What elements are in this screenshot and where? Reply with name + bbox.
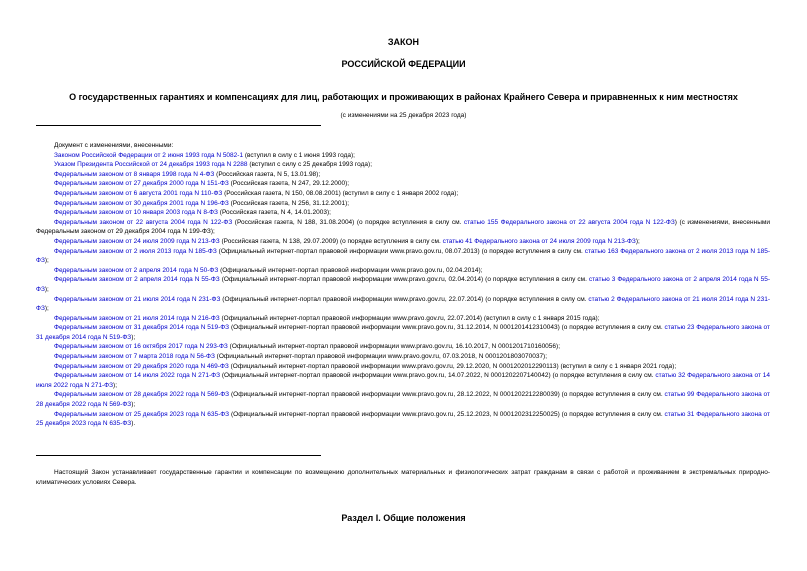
- amendment-article-link[interactable]: статью 2 Федерального закона от 21 июля 2014 года N 231-ФЗ: [36, 295, 771, 313]
- amendment-item: [36, 189, 770, 199]
- amendment-tail-text: );: [44, 257, 49, 265]
- amendment-article-link[interactable]: статью 41 Федерального закона от 24 июля 2009 года N 213-ФЗ: [442, 237, 636, 245]
- doc-country-title: РОССИЙСКОЙ ФЕДЕРАЦИИ: [341, 59, 466, 69]
- amendment-item: [36, 199, 770, 209]
- amendment-tail-text: );: [113, 381, 118, 389]
- amendment-item: [36, 295, 770, 314]
- amendment-source-text: (Официальный интернет-портал правовой информации www.pravo.gov.ru, 28.12.2022, N 0001202212280039) (о порядке вступления в силу см.: [229, 391, 665, 399]
- amendment-law-link[interactable]: Федеральным законом от 8 января 1998 года N 4-ФЗ: [54, 170, 215, 178]
- amendment-source-text: (Российская газета, N 256, 31.12.2001);: [228, 199, 350, 207]
- amendment-tail-text: ) (с изменениями, внесенными Федеральным законом от 29 декабря 2004 года N 199-ФЗ);: [36, 218, 770, 236]
- amendment-source-text: (Российская газета, N 188, 31.08.2004) (о порядке вступления в силу см.: [232, 218, 464, 226]
- amendment-source-text: (вступил в силу с 1 июня 1993 года);: [243, 151, 355, 159]
- amendment-item: [36, 218, 770, 237]
- doc-type-title: ЗАКОН: [387, 37, 420, 47]
- amendment-item: [36, 314, 770, 324]
- amendment-source-text: (Официальный интернет-портал правовой информации www.pravo.gov.ru, 16.10.2017, N 0001201710160056);: [227, 343, 560, 351]
- amendment-item: [36, 266, 770, 276]
- edition-note: (с изменениями на 25 декабря 2023 года): [340, 112, 467, 119]
- amendment-source-text: (Российская газета, N 150, 08.08.2001) (вступил в силу с 1 января 2002 года);: [222, 189, 459, 197]
- amendment-source-text: (Официальный интернет-портал правовой информации www.pravo.gov.ru, 14.07.2022, N 0001202207140042) (о порядке вступления в силу см.: [220, 372, 656, 380]
- amendment-item: [36, 247, 770, 266]
- amendment-tail-text: );: [44, 305, 49, 313]
- amendment-article-link[interactable]: статью 99 Федерального закона от 28 декабря 2022 года N 569-ФЗ: [36, 391, 770, 409]
- preamble-paragraph: Настоящий Закон устанавливает государственные гарантии и компенсации по возмещению дополнительных материальных и физиологических затрат гражданам в связи с работой и проживанием в экстремальных природно-климатических условиях Севера.: [36, 469, 770, 486]
- amendment-law-link[interactable]: Федеральным законом от 16 октября 2017 года N 293-ФЗ: [54, 343, 228, 351]
- amendment-item: [36, 160, 770, 170]
- amendment-tail-text: );: [131, 333, 136, 341]
- amendment-source-text: (Российская газета, N 247, 29.12.2000);: [228, 180, 350, 188]
- amendment-source-text: (Официальный интернет-портал правовой информации www.pravo.gov.ru, 25.12.2023, N 0001202312250025) (о порядке вступления в силу см.: [229, 410, 665, 418]
- amendment-law-link[interactable]: Законом Российской Федерации от 2 июня 1993 года N 5082-1: [54, 151, 244, 159]
- amendment-law-link[interactable]: Федеральным законом от 14 июля 2022 года N 271-ФЗ: [54, 372, 221, 380]
- amendment-tail-text: );: [635, 237, 640, 245]
- amendment-law-link[interactable]: Федеральным законом от 2 июля 2013 года N 185-ФЗ: [54, 247, 217, 255]
- amendment-source-text: (Официальный интернет-портал правовой информации www.pravo.gov.ru, 02.04.2014) (о порядке вступления в силу см.: [219, 276, 589, 284]
- amendment-tail-text: );: [44, 285, 49, 293]
- amendment-article-link[interactable]: статью 23 Федерального закона от 31 декабря 2014 года N 519-ФЗ: [36, 324, 770, 341]
- amendment-law-link[interactable]: Федеральным законом от 21 июля 2014 года N 216-ФЗ: [54, 314, 220, 322]
- amendments-intro: Документ с изменениями, внесенными:: [54, 142, 174, 149]
- amendment-law-link[interactable]: Федеральным законом от 22 августа 2004 года N 122-ФЗ: [54, 218, 233, 226]
- amendment-source-text: (Официальный интернет-портал правовой информации www.pravo.gov.ru, 08.07.2013) (о порядке вступления в силу см.: [216, 247, 585, 255]
- amendment-article-link[interactable]: статью 3 Федерального закона от 2 апреля 2014 года N 55-ФЗ: [36, 276, 770, 293]
- amendment-source-text: (Официальный интернет-портал правовой информации www.pravo.gov.ru, 22.07.2014) (о порядке вступления в силу см.: [220, 295, 589, 303]
- amendment-item: [36, 371, 770, 390]
- section-heading: Раздел I. Общие положения: [341, 513, 466, 523]
- amendment-law-link[interactable]: Указом Президента Российской от 24 декабря 1993 года N 2288: [54, 161, 248, 169]
- amendment-source-text: (Официальный интернет-портал правовой информации www.pravo.gov.ru, 22.07.2014) (вступил в силу с 1 января 2015 года);: [219, 314, 600, 322]
- bottom-divider: [36, 455, 321, 456]
- amendment-item: [36, 275, 770, 294]
- amendment-item: [36, 342, 770, 352]
- amendment-item: [36, 352, 770, 362]
- amendment-item: [36, 390, 770, 409]
- amendment-law-link[interactable]: Федеральным законом от 2 апреля 2014 года N 50-ФЗ: [54, 266, 219, 274]
- amendment-law-link[interactable]: Федеральным законом от 28 декабря 2022 года N 569-ФЗ: [54, 391, 230, 399]
- amendment-source-text: (Официальный интернет-портал правовой информации www.pravo.gov.ru, 29.12.2020, N 0001202012290113) (вступил в силу с 1 января 2021 года);: [228, 362, 677, 370]
- amendment-source-text: (Российская газета, N 4, 14.01.2003);: [217, 209, 331, 217]
- amendment-law-link[interactable]: Федеральным законом от 2 апреля 2014 года N 55-ФЗ: [54, 276, 220, 284]
- amendment-item: [36, 208, 770, 218]
- amendment-source-text: (вступил с силу с 25 декабря 1993 года);: [247, 161, 373, 169]
- amendment-law-link[interactable]: Федеральным законом от 30 декабря 2001 года N 196-ФЗ: [54, 199, 229, 207]
- amendment-source-text: (Официальный интернет-портал правовой информации www.pravo.gov.ru, 07.03.2018, N 0001201803070037);: [214, 353, 548, 361]
- amendment-article-link[interactable]: статью 31 Федерального закона от 25 декабря 2023 года N 635-ФЗ: [36, 410, 770, 428]
- top-divider: [36, 125, 321, 126]
- amendment-item: [36, 410, 770, 429]
- amendment-law-link[interactable]: Федеральным законом от 24 июля 2009 года N 213-ФЗ: [54, 237, 220, 245]
- amendment-article-link[interactable]: статью 163 Федерального закона от 2 июля 2013 года N 185-ФЗ: [36, 247, 771, 265]
- amendment-law-link[interactable]: Федеральным законом от 31 декабря 2014 года N 519-ФЗ: [54, 324, 230, 332]
- amendment-source-text: (Российская газета, N 138, 29.07.2009) (о порядке вступления в силу см.: [219, 237, 443, 245]
- amendment-item: [36, 362, 770, 372]
- amendment-item: [36, 151, 770, 161]
- amendment-item: [36, 179, 770, 189]
- amendment-tail-text: ).: [131, 420, 136, 428]
- amendment-law-link[interactable]: Федеральным законом от 10 января 2003 года N 8-ФЗ: [54, 209, 218, 217]
- amendment-law-link[interactable]: Федеральным законом от 7 марта 2018 года N 56-ФЗ: [54, 353, 215, 361]
- amendment-article-link[interactable]: статью 32 Федерального закона от 14 июля 2022 года N 271-ФЗ: [36, 372, 770, 389]
- amendment-law-link[interactable]: Федеральным законом от 21 июля 2014 года N 231-ФЗ: [54, 295, 221, 303]
- amendment-law-link[interactable]: Федеральным законом от 29 декабря 2020 года N 469-ФЗ: [54, 362, 229, 370]
- amendment-item: [36, 237, 770, 247]
- amendments-list: [36, 141, 770, 429]
- amendment-article-link[interactable]: статью 155 Федерального закона от 22 августа 2004 года N 122-ФЗ: [463, 218, 675, 226]
- doc-main-title: О государственных гарантиях и компенсациях для лиц, работающих и проживающих в районах Крайнего Севера и приравненных к ним местностях: [69, 92, 738, 102]
- amendment-law-link[interactable]: Федеральным законом от 27 декабря 2000 года N 151-ФЗ: [54, 180, 229, 188]
- amendment-source-text: (Российская газета, N 5, 13.01.98);: [214, 170, 321, 178]
- amendment-source-text: (Официальный интернет-портал правовой информации www.pravo.gov.ru, 02.04.2014);: [218, 266, 483, 274]
- amendment-law-link[interactable]: Федеральным законом от 6 августа 2001 года N 110-ФЗ: [54, 189, 223, 197]
- amendment-source-text: (Официальный интернет-портал правовой информации www.pravo.gov.ru, 31.12.2014, N 0001201412310043) (о порядке вступления в силу см.: [229, 324, 665, 332]
- amendment-item: [36, 170, 770, 180]
- amendment-tail-text: );: [131, 401, 136, 409]
- amendment-law-link[interactable]: Федеральным законом от 25 декабря 2023 года N 635-ФЗ: [54, 410, 230, 418]
- amendment-item: [36, 323, 770, 342]
